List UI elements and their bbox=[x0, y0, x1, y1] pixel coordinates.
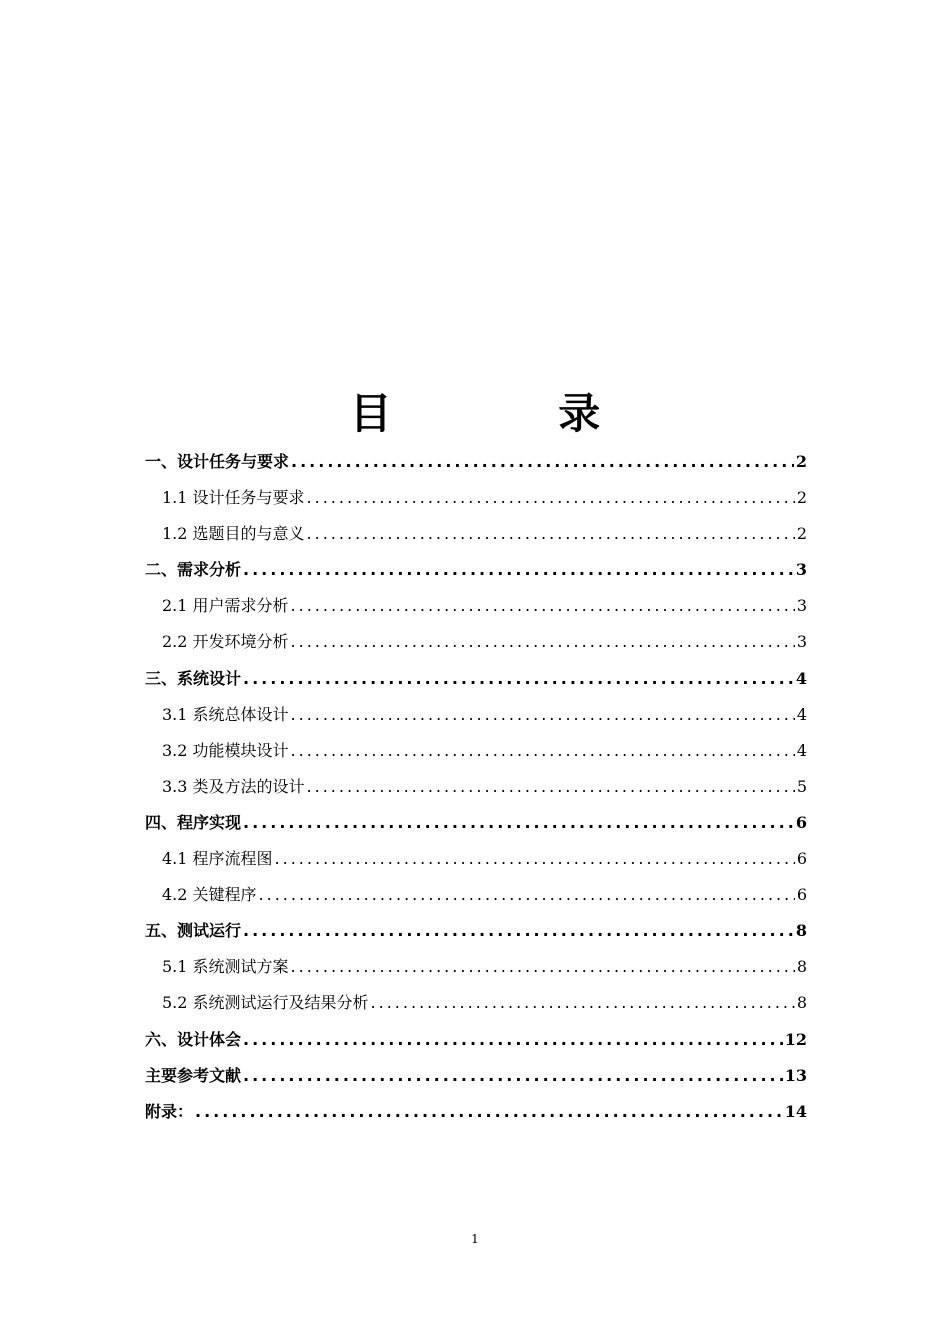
toc-entry-text: 1.2 选题目的与意义 bbox=[162, 524, 305, 544]
toc-leader-dots bbox=[291, 588, 795, 624]
toc-entry[interactable] bbox=[145, 877, 807, 913]
toc-entry[interactable] bbox=[145, 1058, 807, 1094]
toc-leader-dots bbox=[243, 913, 794, 949]
toc-entry-text: 五、测试运行 bbox=[145, 921, 242, 941]
toc-entry-page: 12 bbox=[784, 1029, 807, 1049]
toc-entry-text: 主要参考文献 bbox=[145, 1065, 242, 1085]
toc-entry-text: 3.2 功能模块设计 bbox=[162, 740, 289, 760]
toc-entry-page: 3 bbox=[795, 560, 807, 580]
toc-leader-dots bbox=[291, 624, 795, 660]
toc-leader-dots bbox=[243, 1022, 783, 1058]
toc-entry-text: 5.1 系统测试方案 bbox=[162, 957, 289, 977]
toc-entry-page: 6 bbox=[796, 885, 807, 905]
toc-entry[interactable] bbox=[145, 913, 807, 949]
toc-entry[interactable] bbox=[145, 769, 807, 805]
toc-entry-page: 13 bbox=[784, 1065, 807, 1085]
toc-entry-page: 4 bbox=[795, 668, 807, 688]
page-number: 1 bbox=[471, 1232, 479, 1246]
toc-leader-dots bbox=[259, 877, 795, 913]
toc-entry-page: 8 bbox=[795, 921, 807, 941]
toc-entry-text: 二、需求分析 bbox=[145, 560, 242, 580]
toc-entry-page: 8 bbox=[796, 957, 807, 977]
toc-entry-text: 附录： bbox=[145, 1101, 194, 1121]
toc-entry-text: 一、设计任务与要求 bbox=[145, 452, 290, 471]
toc-entry-page: 5 bbox=[796, 776, 807, 796]
toc-entry[interactable] bbox=[145, 985, 807, 1021]
toc-entry[interactable] bbox=[145, 733, 807, 769]
toc-leader-dots bbox=[243, 661, 794, 697]
toc-entry-page: 3 bbox=[796, 632, 807, 652]
toc-leader-dots bbox=[291, 733, 795, 769]
toc-entry-page: 2 bbox=[796, 488, 807, 508]
toc-entry[interactable] bbox=[145, 661, 807, 697]
toc-title: 目 录 bbox=[349, 389, 677, 438]
toc-leader-dots bbox=[307, 480, 795, 516]
toc-entry[interactable] bbox=[145, 552, 807, 588]
toc-entry[interactable] bbox=[145, 697, 807, 733]
toc-entry-text: 4.2 关键程序 bbox=[162, 885, 257, 905]
toc-entry[interactable] bbox=[145, 516, 807, 552]
toc-leader-dots bbox=[371, 985, 795, 1021]
toc-entry-text: 2.2 开发环境分析 bbox=[162, 632, 289, 652]
toc-leader-dots bbox=[291, 444, 794, 480]
toc-leader-dots bbox=[291, 697, 795, 733]
toc-entry-page: 6 bbox=[795, 812, 807, 832]
toc-entry-text: 六、设计体会 bbox=[145, 1029, 242, 1049]
toc-leader-dots bbox=[243, 552, 794, 588]
toc-leader-dots bbox=[243, 1058, 783, 1094]
toc-entry-text: 4.1 程序流程图 bbox=[162, 849, 273, 869]
toc-entry[interactable] bbox=[145, 1022, 807, 1058]
toc-entry[interactable] bbox=[145, 444, 807, 480]
toc-entry-page: 6 bbox=[796, 849, 807, 869]
toc-entry-page: 2 bbox=[795, 452, 807, 471]
toc-entry-page: 2 bbox=[796, 524, 807, 544]
toc-entry[interactable] bbox=[145, 841, 807, 877]
toc-entry-text: 三、系统设计 bbox=[145, 668, 242, 688]
toc-leader-dots bbox=[307, 769, 795, 805]
toc-entry[interactable] bbox=[145, 1094, 807, 1130]
toc-entry[interactable] bbox=[145, 624, 807, 660]
toc-entry-page: 4 bbox=[796, 740, 807, 760]
toc-entry-text: 1.1 设计任务与要求 bbox=[162, 488, 305, 508]
toc-leader-dots bbox=[195, 1094, 783, 1130]
toc-entry[interactable] bbox=[145, 588, 807, 624]
toc-entry-text: 2.1 用户需求分析 bbox=[162, 596, 289, 616]
toc-entry-text: 四、程序实现 bbox=[145, 812, 242, 832]
toc-entry-page: 3 bbox=[796, 596, 807, 616]
toc-leader-dots bbox=[291, 949, 795, 985]
toc-entry[interactable] bbox=[145, 805, 807, 841]
toc-entry-page: 4 bbox=[796, 704, 807, 724]
toc-entry[interactable] bbox=[145, 949, 807, 985]
toc-entry-text: 3.3 类及方法的设计 bbox=[162, 776, 305, 796]
toc-entry-page: 8 bbox=[796, 993, 807, 1013]
toc-leader-dots bbox=[243, 805, 794, 841]
toc-leader-dots bbox=[307, 516, 795, 552]
toc-entry-text: 3.1 系统总体设计 bbox=[162, 704, 289, 724]
toc-entry-page: 14 bbox=[784, 1101, 807, 1121]
toc-entry[interactable] bbox=[145, 480, 807, 516]
toc-leader-dots bbox=[275, 841, 795, 877]
toc-entry-text: 5.2 系统测试运行及结果分析 bbox=[162, 993, 369, 1013]
toc-list bbox=[145, 444, 807, 1130]
